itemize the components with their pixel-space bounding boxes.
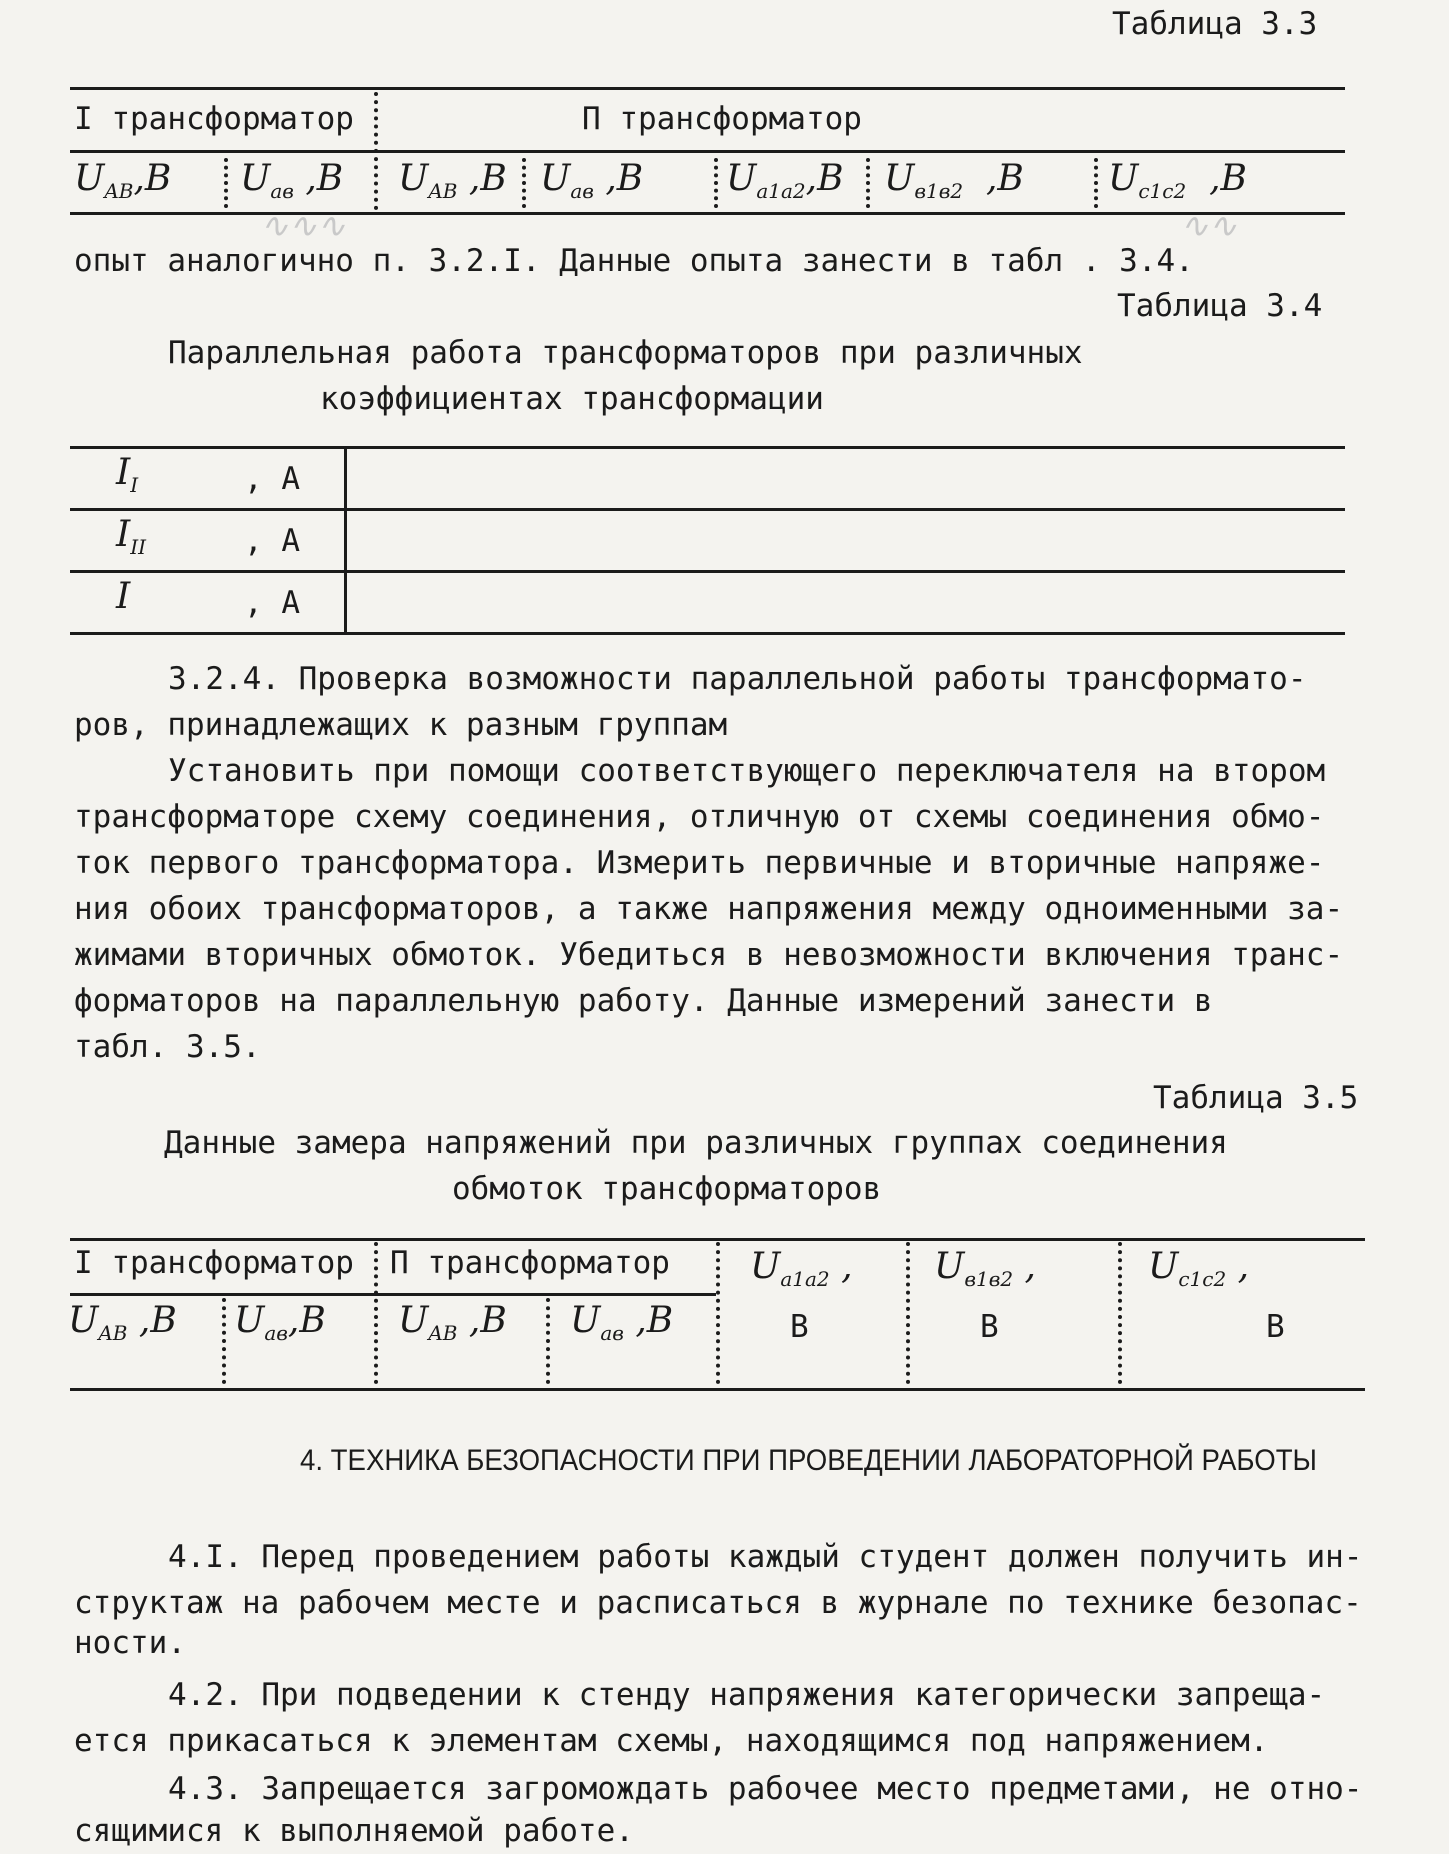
table-3-5-col-ub1b2: $U_{в1в2}$ ,	[934, 1246, 1036, 1292]
table-3-4-row-3-symbol: I	[116, 576, 131, 617]
table-3-4-rule	[70, 508, 1345, 511]
section-4-2-line-1: 4.2. При подведении к стенду напряжения категорически запреща-	[168, 1677, 1326, 1713]
table-3-5-divider	[374, 1242, 378, 1384]
table-3-3-col-7: $U_{c1c2}$ ,В	[1108, 158, 1247, 204]
table-3-5-col-ua1a2: $U_{a1a2}$ ,	[750, 1246, 853, 1292]
table-3-5-col-4: $U_{ав}$ ,В	[570, 1300, 674, 1346]
table-3-3-mid-rule	[70, 150, 1345, 153]
table-3-5-caption: Таблица 3.5	[1153, 1080, 1359, 1116]
table-3-3-col-div	[714, 158, 718, 208]
section-3-2-4-line-6: форматоров на параллельную работу. Данные измерений занести в	[74, 983, 1213, 1019]
table-3-5-col-uc1c2: $U_{c1c2}$ ,	[1148, 1246, 1250, 1292]
table-3-5-col-3: $U_{AB}$ ,В	[398, 1300, 507, 1346]
section-3-2-4-line-2: трансформаторе схему соединения, отличную от схемы соединения обмо-	[74, 799, 1325, 835]
table-3-5-divider	[1118, 1242, 1122, 1384]
table-3-4-row-2-unit: , А	[244, 523, 300, 559]
pencil-mark: ∿∿	[1180, 206, 1237, 246]
table-3-4-rule	[70, 446, 1345, 449]
table-3-4-title-line-1: Параллельная работа трансформаторов при различных	[168, 335, 1083, 371]
section-3-2-4-heading-2: ров, принадлежащих к разным группам	[74, 707, 728, 743]
pencil-mark: ∿∿∿	[260, 206, 346, 246]
table-3-5-col-ub1b2-unit: В	[980, 1309, 999, 1345]
table-3-3-col-1: $U_{AB},В$	[74, 158, 172, 204]
table-3-4-row-1-unit: , А	[244, 461, 300, 497]
section-3-2-4-line-4: ния обоих трансформаторов, а также напряжения между одноименными за-	[74, 891, 1344, 927]
section-4-title: 4. ТЕХНИКА БЕЗОПАСНОСТИ ПРИ ПРОВЕДЕНИИ ЛАБОРАТОРНОЙ РАБОТЫ	[300, 1444, 1317, 1477]
table-3-3-col-3: $U_{AB}$ ,В	[398, 158, 507, 204]
table-3-4-rule	[70, 570, 1345, 573]
text-before-table-3-4: опыт аналогично п. 3.2.I. Данные опыта занести в табл . 3.4.	[74, 243, 1194, 279]
table-3-5-title-line-2: обмоток трансформаторов	[452, 1171, 882, 1207]
table-3-5-mid-rule	[70, 1293, 716, 1296]
section-3-2-4-line-5: жимами вторичных обмоток. Убедиться в невозможности включения транс-	[74, 937, 1344, 973]
table-3-3-header-2: П трансформатор	[582, 101, 862, 137]
table-3-5-col-uc1c2-unit: В	[1266, 1309, 1285, 1345]
table-3-3-col-div	[522, 158, 526, 208]
table-3-3-col-div	[1094, 158, 1098, 208]
table-3-5-col-2: $U_{ав},В$	[234, 1300, 326, 1346]
table-3-3-col-2: $U_{ав}$ ,В	[240, 158, 344, 204]
table-3-5-title-line-1: Данные замера напряжений при различных группах соединения	[164, 1125, 1228, 1161]
section-4-3-line-1: 4.3. Запрещается загромождать рабочее место предметами, не отно-	[168, 1771, 1363, 1807]
table-3-5-col-ua1a2-unit: В	[790, 1309, 809, 1345]
table-3-4-caption: Таблица 3.4	[1117, 288, 1323, 324]
table-3-5-bottom-rule	[70, 1388, 1365, 1391]
table-3-5-divider	[906, 1242, 910, 1384]
table-3-3-caption: Таблица 3.3	[1112, 6, 1318, 42]
table-3-5-col-1: $U_{AB}$ ,В	[68, 1300, 177, 1346]
section-4-1-line-3: ности.	[74, 1625, 186, 1661]
table-3-5-col-div	[222, 1298, 226, 1384]
table-3-3-col-6: $U_{в1в2}$ ,В	[884, 158, 1024, 204]
table-3-3-col-5: $U_{a1a2},В$	[726, 158, 844, 204]
table-3-3-col-div	[224, 158, 228, 208]
section-4-3-line-2: сящимися к выполняемой работе.	[74, 1813, 634, 1849]
table-3-3-header-1: I трансформатор	[74, 101, 354, 137]
section-4-2-line-2: ется прикасаться к элементам схемы, находящимся под напряжением.	[74, 1723, 1269, 1759]
section-4-1-line-2: структаж на рабочем месте и расписаться в журнале по технике безопас-	[74, 1585, 1362, 1621]
table-3-5-header-1: I трансформатор	[74, 1245, 354, 1281]
table-3-4-rule	[70, 632, 1345, 635]
section-3-2-4-line-3: ток первого трансформатора. Измерить первичные и вторичные напряже-	[74, 845, 1325, 881]
table-3-4-row-2-symbol: $I_{II}$	[116, 514, 147, 560]
table-3-3-col-div	[866, 158, 870, 208]
table-3-5-col-div	[546, 1298, 550, 1384]
table-3-3-col-4: $U_{ав}$ ,В	[540, 158, 644, 204]
section-4-1-line-1: 4.I. Перед проведением работы каждый студент должен получить ин-	[168, 1539, 1363, 1575]
section-3-2-4-line-1: Установить при помощи соответствующего переключателя на втором	[168, 753, 1326, 789]
table-3-3-top-rule	[70, 87, 1345, 90]
table-3-4-title-line-2: коэффициентах трансформации	[320, 381, 824, 417]
table-3-4-divider	[344, 448, 347, 632]
table-3-5-header-2: П трансформатор	[390, 1245, 670, 1281]
table-3-4-row-1-symbol: $I_I$	[116, 452, 139, 498]
table-3-5-divider	[716, 1242, 720, 1384]
table-3-4-row-3-unit: , А	[244, 585, 300, 621]
section-3-2-4-heading-1: 3.2.4. Проверка возможности параллельной работы трансформато-	[168, 661, 1307, 697]
section-3-2-4-line-7: табл. 3.5.	[74, 1029, 261, 1065]
